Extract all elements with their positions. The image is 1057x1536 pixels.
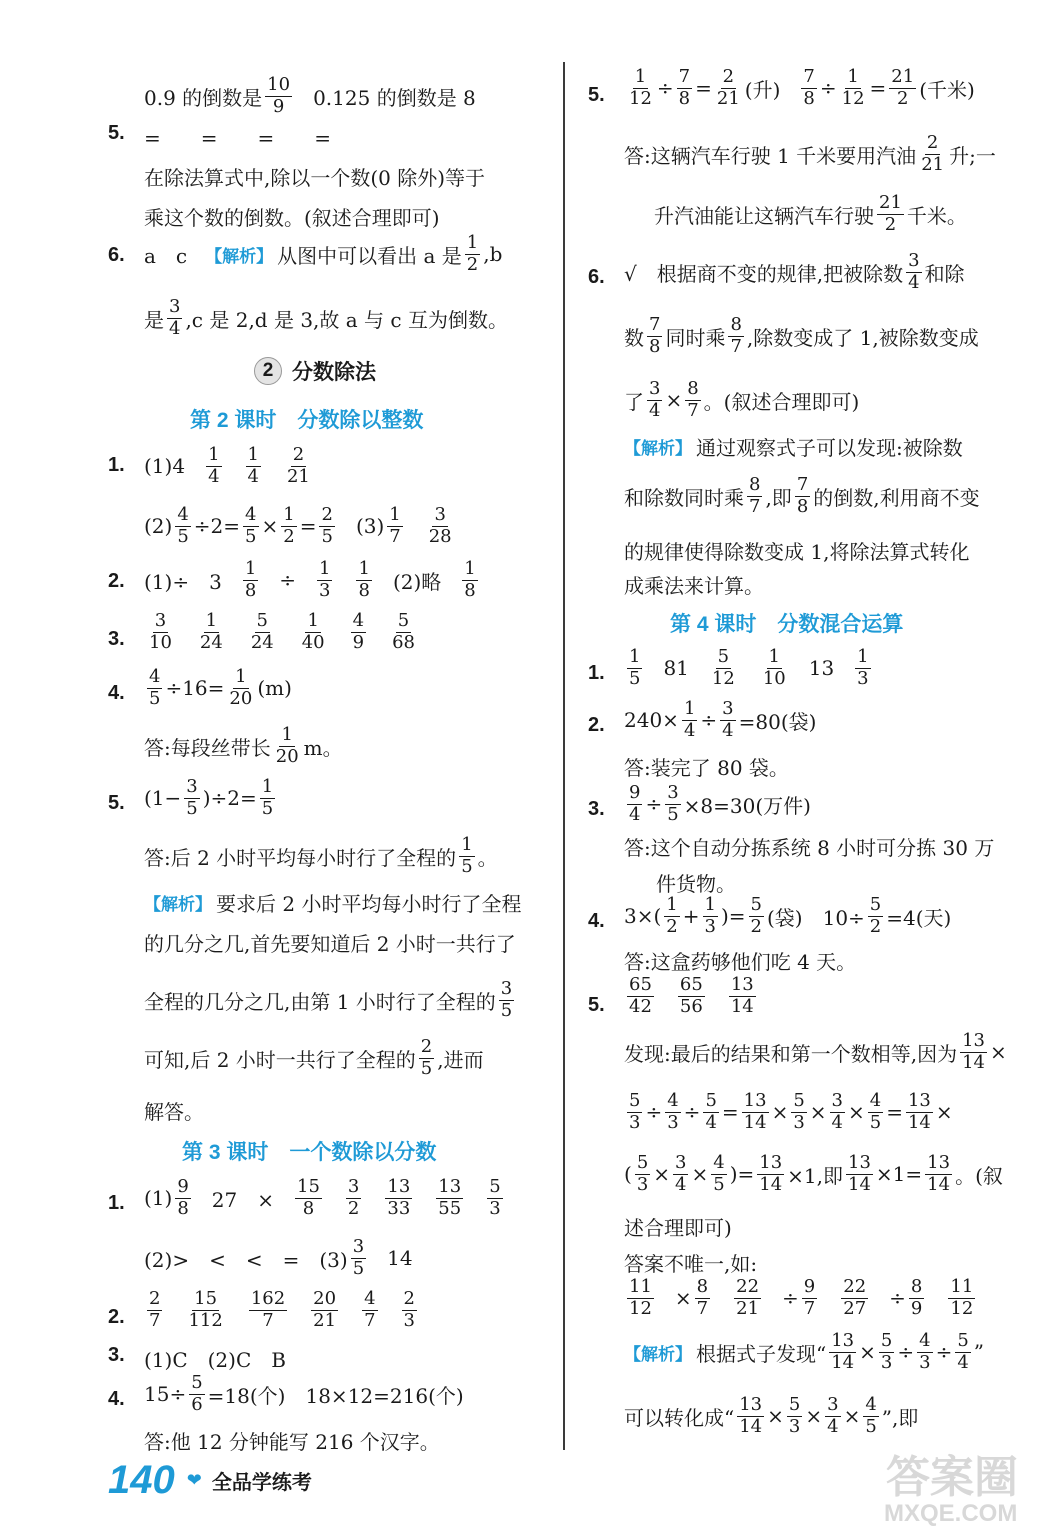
lesson-title: 第 3 课时 一个数除以分数 [182, 1141, 437, 1164]
lesson-title: 第 4 课时 分数混合运算 [670, 613, 904, 636]
page-number: 140 [108, 1458, 175, 1502]
question-number: 5. [108, 792, 125, 814]
question-number: 2. [588, 714, 605, 736]
q6-line2: 是 $\frac{3}{4}$ ,c 是 2,d 是 3,故 a 与 c 互为倒数。 [144, 296, 508, 339]
lesson-title: 第 2 课时 分数除以整数 [190, 409, 424, 432]
answer-text: 答:这个自动分拣系统 8 小时可分拣 30 万 [624, 836, 995, 860]
s2-line: 240× $\frac{1}{4}$ ÷ $\frac{3}{4}$ =80(袋) [624, 698, 817, 741]
q4-answer: 答:每段丝带长 $\frac{1}{20}$ m。 [144, 724, 343, 767]
q6-line1: a c 【解析】 从图中可以看出 a 是 $\frac{1}{2}$ ,b [144, 232, 503, 275]
question-number: 3. [588, 798, 605, 820]
analysis-text: 解答。 [144, 1100, 204, 1124]
question-number: 5. [588, 994, 605, 1016]
question-number: 5. [588, 84, 605, 106]
question-number: 1. [108, 454, 125, 476]
question-number: 5. [108, 122, 125, 144]
answer-text: 述合理即可) [624, 1216, 732, 1240]
brand-name: 全品学练考 [211, 1472, 312, 1494]
p2-line: $\frac{2}{7}$ $\frac{15}{112}$ $\frac{162}{7}$ $\frac{20}{21}$ $\frac{4}{7}$ $\frac{2}{3}$ [149, 1288, 415, 1331]
question-number: 2. [108, 570, 125, 592]
r5-line: $\frac{1}{12}$ ÷ $\frac{7}{8}$ = $\frac{2}{21}$ (升) $\frac{7}{8}$ ÷ $\frac{1}{12}$ = $\frac{21}{2}$ (千米) [629, 66, 975, 109]
question-number: 3. [108, 628, 125, 650]
answer-text: 答案不唯一,如: [624, 1252, 758, 1276]
question-number: 4. [588, 910, 605, 932]
r6-analysis: 【解析】 通过观察式子可以发现:被除数 [624, 436, 963, 460]
analysis-text: 可知,后 2 小时一共行了全程的 $\frac{2}{5}$ ,进而 [144, 1036, 484, 1079]
analysis-text: 成乘法来计算。 [624, 574, 764, 598]
s3-line: $\frac{9}{4}$ ÷ $\frac{3}{5}$ ×8=30(万件) [629, 782, 811, 825]
r6-line3: 了 $\frac{3}{4}$ × $\frac{8}{7}$ 。(叙述合理即可) [624, 378, 860, 421]
text: 0.125 的倒数是 8 [313, 85, 476, 110]
r5-answer: 升汽油能让这辆汽车行驶 $\frac{21}{2}$ 千米。 [654, 192, 967, 235]
answer-text: 答:这盒药够他们吃 4 天。 [624, 950, 857, 974]
answer-text: 在除法算式中,除以一个数(0 除外)等于 [144, 166, 486, 190]
heart-icon: ❤ [186, 1470, 202, 1491]
analysis-text: 的几分之几,首先要知道后 2 小时一共行了 [144, 932, 516, 956]
analysis-tag: 【解析】 [205, 246, 274, 266]
analysis-tag: 【解析】 [624, 1344, 692, 1364]
analysis-tag: 【解析】 [144, 895, 212, 914]
analysis-text: 全程的几分之几,由第 1 小时行了全程的 $\frac{3}{5}$ [144, 978, 513, 1021]
r6-line1: √ 根据商不变的规律,把被除数 $\frac{3}{4}$ 和除 [624, 250, 965, 293]
question-number: 6. [588, 266, 605, 288]
answer-text: 答:装完了 80 袋。 [624, 756, 789, 780]
question-number: 1. [588, 662, 605, 684]
q5b-answer: 答:后 2 小时平均每小时行了全程的 $\frac{1}{5}$ 。 [144, 834, 498, 877]
equals-row: = = = = [144, 126, 332, 150]
answer-text: 件货物。 [656, 872, 736, 896]
question-number: 1. [108, 1192, 125, 1214]
s5-line4: ( $\frac{5}{3}$ × $\frac{3}{4}$ × $\frac{4}{5}$ )= $\frac{13}{14}$ ×1,即 $\frac{13}{14}$ ×1= $\frac{13}{14}$ 。(叙 [624, 1152, 1003, 1195]
r5-answer: 答:这辆汽车行驶 1 千米要用汽油 $\frac{2}{21}$ 升;一 [624, 132, 996, 175]
q5b-analysis: 【解析】 要求后 2 小时平均每小时行了全程 [144, 892, 522, 916]
text: 0.9 的倒数是 [144, 85, 263, 110]
answer-text: (1)C (2)C B [144, 1348, 286, 1372]
analysis-text: 可以转化成“ $\frac{13}{14}$ × $\frac{5}{3}$ × $\frac{3}{4}$ × $\frac{4}{5}$ ”,即 [624, 1394, 919, 1437]
q1-line1: (1)4 $\frac{1}{4}$ $\frac{1}{4}$ $\frac{2}{21}$ [144, 444, 310, 487]
section-badge: 2 [254, 357, 282, 385]
s5-examples: $\frac{11}{12}$ × $\frac{8}{7}$ $\frac{22}{21}$ ÷ $\frac{9}{7}$ $\frac{22}{27}$ ÷ $\frac{8}{9}$ $\frac{11}{12}$ [629, 1276, 974, 1319]
reciprocal-line [144, 76, 476, 117]
question-number: 4. [108, 1388, 125, 1410]
analysis-tag: 【解析】 [624, 439, 692, 458]
answer-text: 答:他 12 分钟能写 216 个汉字。 [144, 1430, 440, 1454]
question-number: 4. [108, 682, 125, 704]
analysis-text: 和除数同时乘 $\frac{8}{7}$ ,即 $\frac{7}{8}$ 的倒数,利用商不变 [624, 474, 980, 517]
q3-line: $\frac{3}{10}$ $\frac{1}{24}$ $\frac{5}{24}$ $\frac{1}{40}$ $\frac{4}{9}$ $\frac{5}{68}$ [149, 610, 415, 653]
s5-line1: $\frac{65}{42}$ $\frac{65}{56}$ $\frac{13}{14}$ [629, 974, 754, 1017]
q4-line: $\frac{4}{5}$ ÷16= $\frac{1}{20}$ (m) [149, 666, 292, 709]
s5-line3: $\frac{5}{3}$ ÷ $\frac{4}{3}$ ÷ $\frac{5}{4}$ = $\frac{13}{14}$ × $\frac{5}{3}$ × $\frac{3}{4}$ × $\frac{4}{5}$ = $\frac{13}{14}$ × [629, 1090, 953, 1133]
p1-line2: (2)> < < = (3) $\frac{3}{5}$ 14 [144, 1236, 413, 1279]
analysis-text: 的规律使得除数变成 1,将除法算式转化 [624, 540, 970, 564]
watermark-url: MXQE.COM [884, 1500, 1018, 1527]
page-footer [108, 1458, 312, 1503]
column-divider [563, 62, 565, 1450]
q1-line2: (2) $\frac{4}{5}$ ÷2= $\frac{4}{5}$ × $\frac{1}{2}$ = $\frac{2}{5}$ (3) $\frac{1}{7}$ $\frac{3}{28}$ [144, 504, 452, 547]
question-number: 3. [108, 1344, 125, 1366]
p4-line: 15÷ $\frac{5}{6}$ =18(个) 18×12=216(个) [144, 1372, 464, 1415]
section-title: 2 分数除法 [254, 356, 376, 386]
q2-line: (1)÷ 3 $\frac{1}{8}$ ÷ $\frac{1}{3}$ $\frac{1}{8}$ (2)略 $\frac{1}{8}$ [144, 558, 476, 601]
q5b-line: (1− $\frac{3}{5}$ )÷2= $\frac{1}{5}$ [144, 776, 274, 819]
s1-line: $\frac{1}{5}$ 81 $\frac{5}{12}$ $\frac{1}{10}$ 13 $\frac{1}{3}$ [629, 646, 869, 689]
answer-text: 乘这个数的倒数。(叙述合理即可) [144, 206, 440, 230]
s5-line2: 发现:最后的结果和第一个数相等,因为 $\frac{13}{14}$ × [624, 1030, 1007, 1073]
question-number: 2. [108, 1306, 125, 1328]
question-number: 6. [108, 244, 125, 266]
watermark-logo: 答案圈 [886, 1453, 1018, 1502]
fraction: $\frac{10}{9}$ [267, 74, 291, 117]
p1-line1: (1) $\frac{9}{8}$ 27 × $\frac{15}{8}$ $\frac{3}{2}$ $\frac{13}{33}$ $\frac{13}{55}$ $\frac{5}{3}$ [144, 1176, 501, 1219]
r6-line2: 数 $\frac{7}{8}$ 同时乘 $\frac{8}{7}$ ,除数变成了 1,被除数变成 [624, 314, 979, 357]
s4-line: 3×( $\frac{1}{2}$ + $\frac{1}{3}$ )= $\frac{5}{2}$ (袋) 10÷ $\frac{5}{2}$ =4(天) [624, 894, 952, 937]
s5-analysis: 【解析】 根据式子发现“ $\frac{13}{14}$ × $\frac{5}{3}$ ÷ $\frac{4}{3}$ ÷ $\frac{5}{4}$ ” [624, 1330, 985, 1373]
